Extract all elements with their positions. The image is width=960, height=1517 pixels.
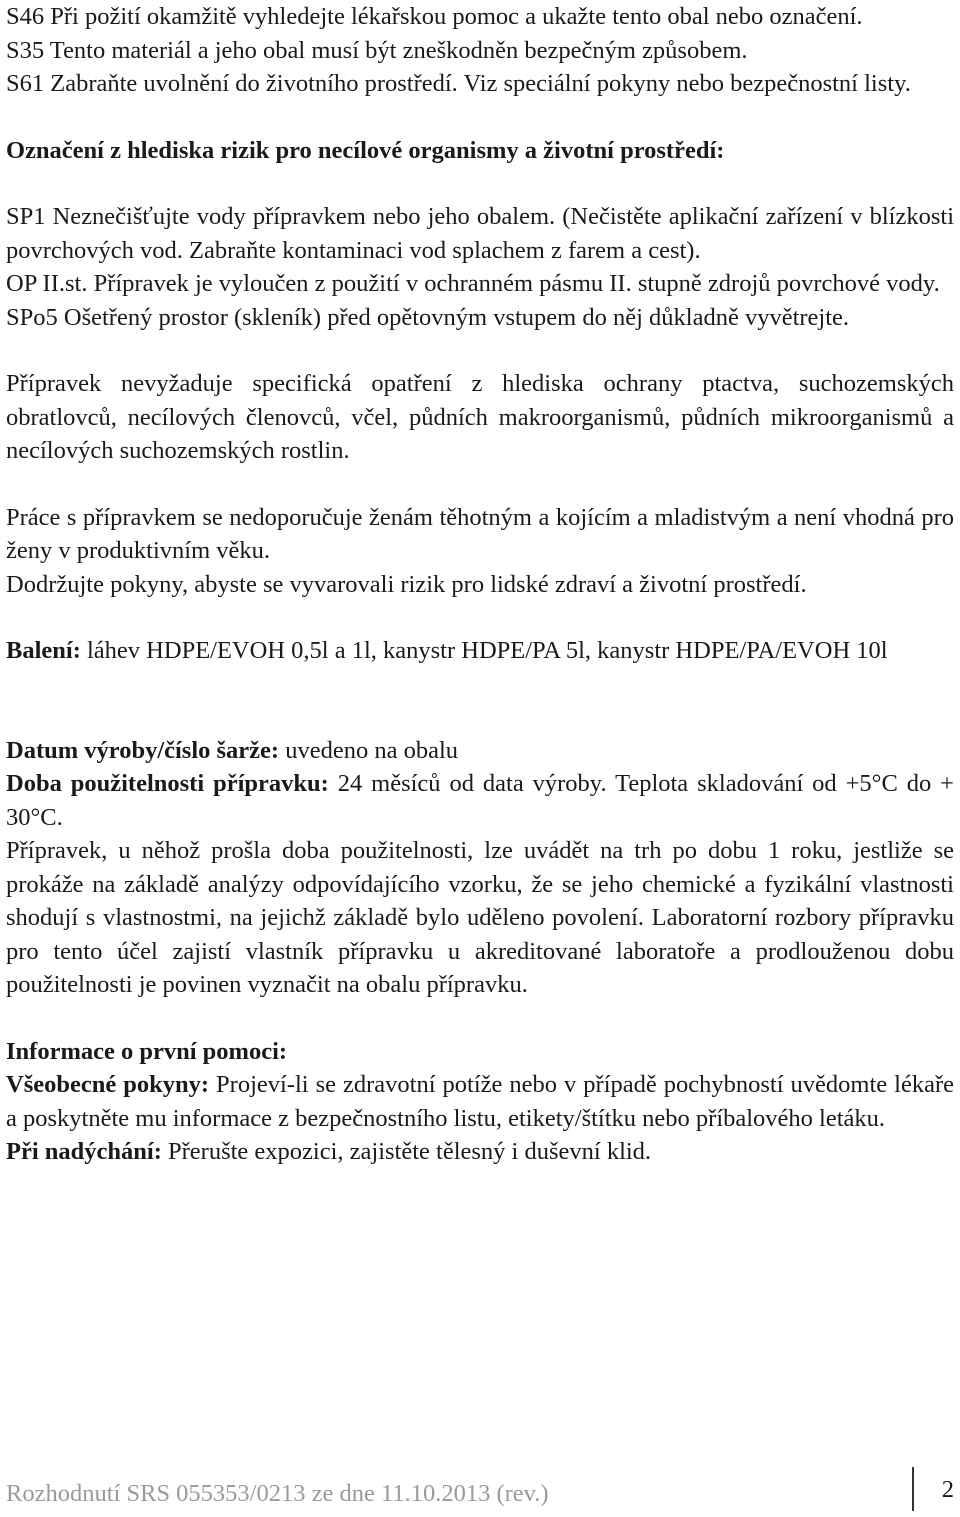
inhalation-text: Přerušte expozici, zajistěte tělesný i duševní klid.	[161, 1138, 652, 1165]
general-instructions-paragraph	[6, 1068, 954, 1135]
environment-heading: Označení z hlediska rizik pro necílové organismy a životní prostředí:	[6, 136, 725, 164]
inhalation-paragraph	[6, 1135, 954, 1169]
document-page	[6, 0, 954, 1169]
s61-statement: S61 Zabraňte uvolnění do životního prostředí. Viz speciální pokyny nebo bezpečnostní listy.	[6, 70, 911, 97]
production-text: uvedeno na obalu	[279, 736, 459, 764]
no-measures-paragraph: Přípravek nevyžaduje specifická opatření z hlediska ochrany ptactva, suchozemských obratlovců, necílových členovců, včel, půdních makroorganismů, půdních mikroorganismů a necílových suchozemských rostlin.	[6, 370, 954, 464]
production-label: Datum výroby/číslo šarže:	[6, 736, 280, 764]
page-footer	[6, 1477, 954, 1517]
shelf-life-text: 24 měsíců od data výroby. Teplota skladování od +5°C do + 30°C.	[6, 770, 954, 831]
women-warning-paragraph: Práce s přípravkem se nedoporučuje ženám těhotným a kojícím a mladistvým a není vhodná pro ženy v produktivním věku.	[6, 503, 954, 564]
s46-statement: S46 Při požití okamžitě vyhledejte lékařskou pomoc a ukažte tento obal nebo označení.	[6, 3, 863, 30]
sp1-statement: SP1 Neznečišťujte vody přípravkem nebo jeho obalem. (Nečistěte aplikační zařízení v blízkosti povrchových vod. Zabraňte kontaminaci vod splachem z farem a cest).	[6, 203, 954, 264]
footer-divider	[912, 1467, 914, 1511]
instructions-paragraph: Dodržujte pokyny, abyste se vyvarovali rizik pro lidské zdraví a životní prostředí.	[6, 570, 807, 598]
inhalation-label: Při nadýchání:	[6, 1138, 162, 1165]
general-instructions-text: Projeví-li se zdravotní potíže nebo v případě pochybností uvědomte lékaře a poskytněte mu informace z bezpečnostního listu, etikety/štítku nebo příbalového letáku.	[6, 1071, 955, 1132]
shelf-life-label: Doba použitelnosti přípravku:	[6, 770, 329, 797]
general-instructions-label: Všeobecné pokyny:	[6, 1071, 210, 1098]
spo5-statement: SPo5 Ošetřený prostor (skleník) před opětovným vstupem do něj důkladně vyvětrejte.	[6, 303, 850, 331]
decision-reference: Rozhodnutí SRS 055353/0213 ze dne 11.10.2013 (rev.)	[6, 1480, 549, 1507]
page-number: 2	[941, 1476, 954, 1503]
packaging-label: Balení:	[6, 637, 81, 664]
shelf-life-paragraph	[6, 767, 954, 834]
first-aid-heading: Informace o první pomoci:	[6, 1037, 288, 1065]
packaging-text: láhev HDPE/EVOH 0,5l a 1l, kanystr HDPE/PA 5l, kanystr HDPE/PA/EVOH 10l	[80, 637, 888, 664]
s35-statement: S35 Tento materiál a jeho obal musí být zneškodněn bezpečným způsobem.	[6, 36, 748, 64]
op-statement: OP II.st. Přípravek je vyloučen z použití v ochranném pásmu II. stupně zdrojů povrchové vody.	[6, 270, 940, 297]
expired-product-paragraph: Přípravek, u něhož prošla doba použitelnosti, lze uvádět na trh po dobu 1 roku, jestliže se prokáže na základě analýzy odpovídajícího vzorku, že se jeho chemické a fyzikální vlastnosti shodují s vlastnostmi, na jejichž základě bylo uděleno povolení. Laboratorní rozbory přípravku pro tento účel zajistí vlastník přípravku u akreditované laboratoře a prodlouženou dobu použitelnosti je povinen vyznačit na obalu přípravku.	[6, 837, 954, 998]
packaging-paragraph	[6, 634, 954, 668]
production-paragraph	[6, 734, 954, 768]
